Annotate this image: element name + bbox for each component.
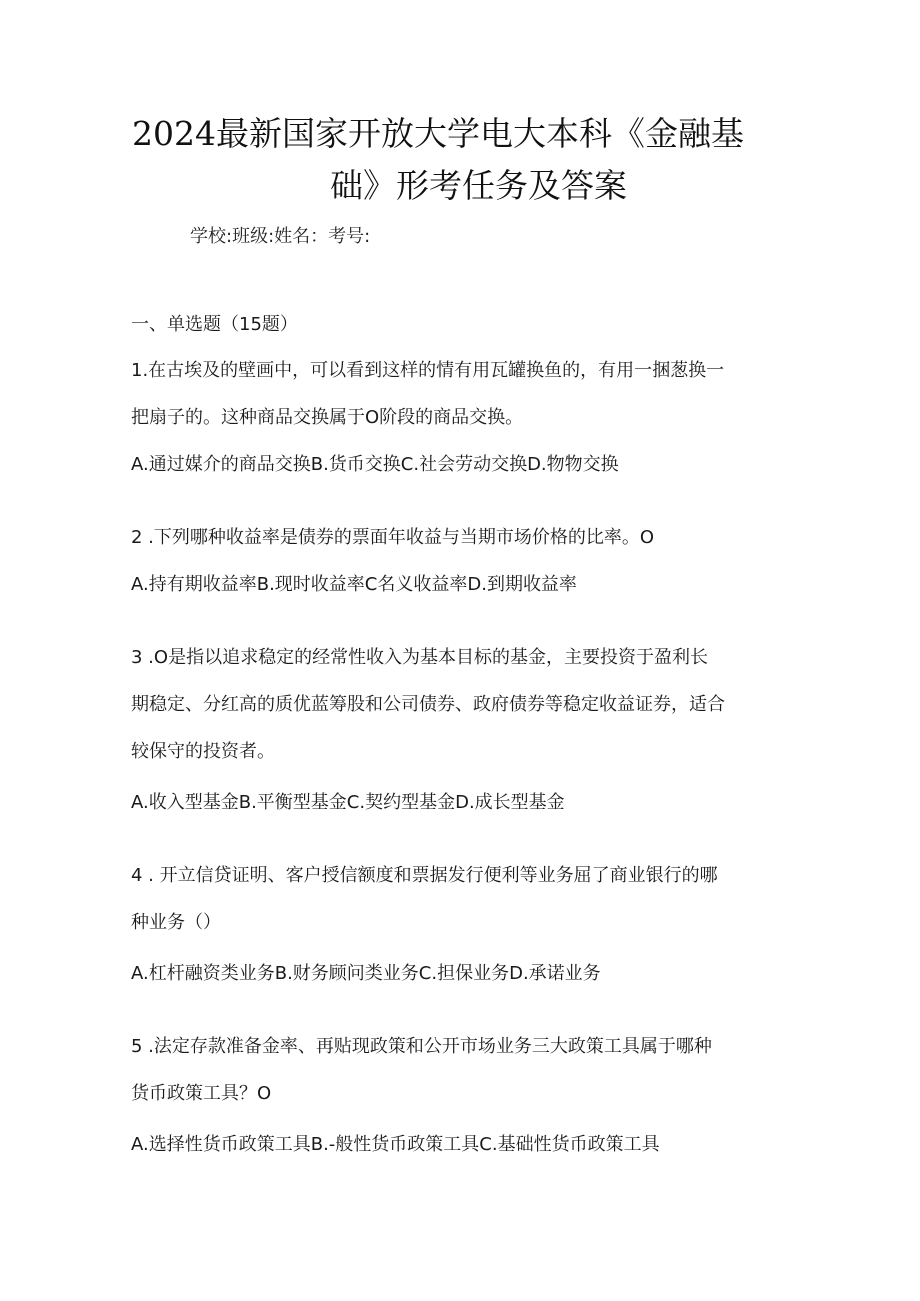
document-title [110, 108, 810, 212]
question-5-options: A.选择性货币政策工具B.-般性货币政策工具C.基础性货币政策工具 [131, 1134, 660, 1155]
question-4-options: A.杠杆融资类业务B.财务顾问类业务C.担保业务D.承诺业务 [131, 963, 601, 984]
question-3-line-1: 3 .O是指以追求稳定的经常性收入为基本目标的基金，主要投资于盈利长 [131, 647, 709, 668]
student-info-line: 学校:班级:姓名：考号: [190, 226, 371, 247]
question-1-line-2: 把扇子的。这种商品交换属于O阶段的商品交换。 [131, 407, 524, 428]
question-4-line-1: 4 . 开立信贷证明、客户授信额度和票据发行便利等业务屈了商业银行的哪 [131, 865, 718, 886]
question-2-line-1: 2 .下列哪种收益率是债券的票面年收益与当期市场价格的比率。O [131, 527, 655, 548]
title-line-2: 础》形考任务及答案 [330, 166, 627, 205]
question-1-line-1: 1.在古埃及的壁画中，可以看到这样的情有用瓦罐换鱼的，有用一捆葱换一 [131, 360, 725, 381]
question-3-line-2: 期稳定、分红高的质优蓝筹股和公司债券、政府债券等稳定收益证券，适合 [131, 694, 725, 715]
section-heading: 一、单选题（15题） [131, 314, 298, 335]
title-line-1: 2024最新国家开放大学电大本科《金融基 [132, 114, 744, 153]
question-3-line-3: 较保守的投资者。 [131, 741, 275, 762]
question-5-line-2: 货币政策工具？O [131, 1083, 272, 1104]
question-5-line-1: 5 .法定存款准备金率、再贴现政策和公开市场业务三大政策工具属于哪种 [131, 1036, 712, 1057]
question-2-options: A.持有期收益率B.现时收益率C名义收益率D.到期收益率 [131, 574, 577, 595]
question-3-options: A.收入型基金B.平衡型基金C.契约型基金D.成长型基金 [131, 792, 565, 813]
question-4-line-2: 种业务（） [131, 912, 221, 933]
question-1-options: A.通过媒介的商品交换B.货币交换C.社会劳动交换D.物物交换 [131, 454, 619, 475]
